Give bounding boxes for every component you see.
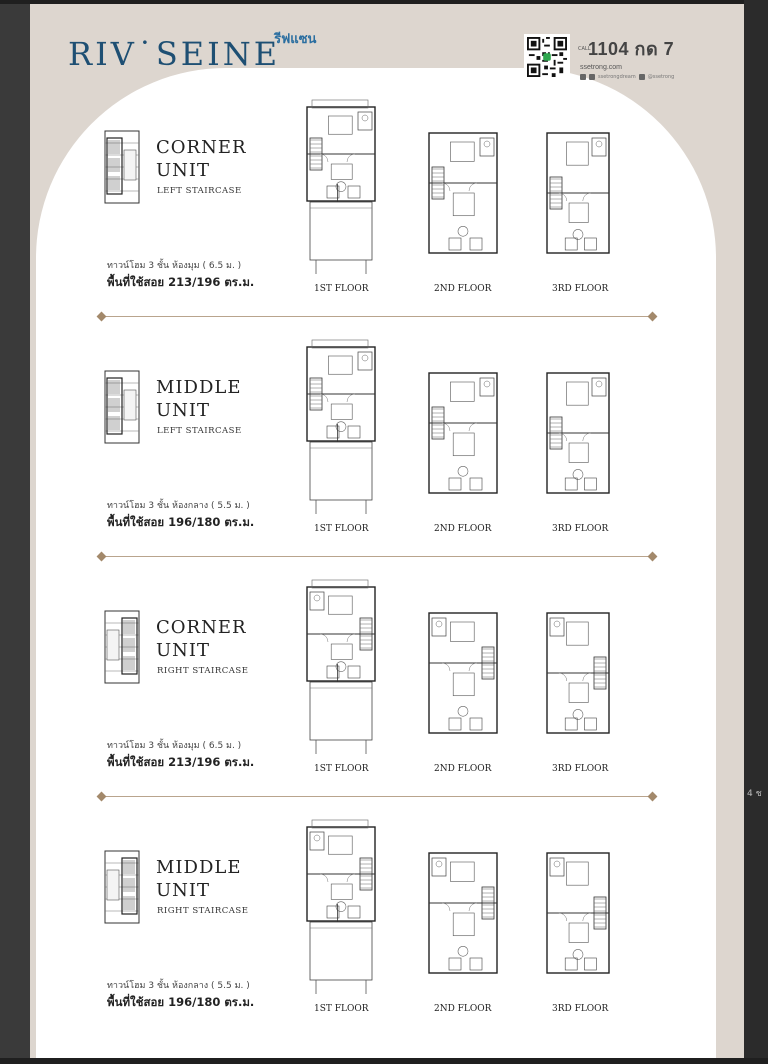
staircase-label: RIGHT STAIRCASE xyxy=(157,666,249,676)
instagram-icon[interactable] xyxy=(639,74,645,80)
key-plan-diagram xyxy=(104,370,140,444)
staircase-label: RIGHT STAIRCASE xyxy=(157,906,249,916)
qr-code-graphic xyxy=(527,37,567,77)
brand-thai-name: รีฟแซน xyxy=(274,32,317,47)
floor-label: 3RD FLOOR xyxy=(552,764,609,774)
facebook-icon[interactable] xyxy=(580,74,586,80)
unit-description: ทาวน์โฮม 3 ชั้น ห้องกลาง ( 5.5 ม. ) xyxy=(107,501,250,511)
unit-title-line1: CORNER xyxy=(156,617,247,638)
divider-line xyxy=(102,316,652,317)
unit-title-line1: CORNER xyxy=(156,137,247,158)
floor-label: 2ND FLOOR xyxy=(434,524,492,534)
brand-name: RIV˙SEINE xyxy=(68,35,281,73)
brand-logo xyxy=(68,32,317,73)
unit-section xyxy=(30,814,744,1044)
qr-code[interactable] xyxy=(524,34,570,80)
call-label: CALL xyxy=(578,45,591,52)
floor-plan-2 xyxy=(428,124,498,254)
adjacent-page-fragment: 4 ช xyxy=(747,789,762,799)
section-divider xyxy=(98,792,656,802)
social-handle-1: ssetrongdream xyxy=(598,74,636,80)
website[interactable]: ssetrong.com xyxy=(580,64,623,71)
divider-diamond-right xyxy=(648,792,658,802)
section-divider xyxy=(98,312,656,322)
usable-area: พื้นที่ใช้สอย 196/180 ตร.ม. xyxy=(107,515,255,529)
key-plan-diagram xyxy=(104,850,140,924)
unit-section xyxy=(30,334,744,564)
divider-line xyxy=(102,796,652,797)
unit-title-line2: UNIT xyxy=(156,400,211,421)
divider-line xyxy=(102,556,652,557)
key-plan-diagram xyxy=(104,610,140,684)
social-links xyxy=(580,74,674,80)
floor-label: 3RD FLOOR xyxy=(552,524,609,534)
floor-plan-2 xyxy=(428,604,498,734)
unit-section xyxy=(30,574,744,804)
divider-diamond-left xyxy=(97,552,107,562)
divider-diamond-right xyxy=(648,312,658,322)
key-plan-diagram xyxy=(104,130,140,204)
staircase-label: LEFT STAIRCASE xyxy=(157,426,242,436)
unit-section xyxy=(30,94,744,324)
usable-area: พื้นที่ใช้สอย 196/180 ตร.ม. xyxy=(107,995,255,1009)
divider-diamond-left xyxy=(97,312,107,322)
floor-label: 3RD FLOOR xyxy=(552,284,609,294)
viewer-background xyxy=(744,0,768,1064)
floor-label: 3RD FLOOR xyxy=(552,1004,609,1014)
phone-number[interactable]: 1104 กด 7 xyxy=(588,39,675,59)
social-handle-2: @ssetrong xyxy=(647,74,675,80)
unit-title-line1: MIDDLE xyxy=(156,857,242,878)
floor-label: 2ND FLOOR xyxy=(434,284,492,294)
staircase-label: LEFT STAIRCASE xyxy=(157,186,242,196)
floor-plan-1 xyxy=(306,338,376,518)
viewer-bottom-bar xyxy=(0,1058,768,1064)
floor-plan-3 xyxy=(546,604,610,734)
section-divider xyxy=(98,552,656,562)
floor-plan-3 xyxy=(546,364,610,494)
line-icon[interactable] xyxy=(589,74,595,80)
floor-label: 1ST FLOOR xyxy=(314,284,369,294)
contact-block xyxy=(578,34,674,80)
unit-title-line2: UNIT xyxy=(156,160,211,181)
floor-label: 1ST FLOOR xyxy=(314,764,369,774)
floor-plan-2 xyxy=(428,364,498,494)
unit-description: ทาวน์โฮม 3 ชั้น ห้องมุม ( 6.5 ม. ) xyxy=(107,261,242,271)
usable-area: พื้นที่ใช้สอย 213/196 ตร.ม. xyxy=(107,755,255,769)
unit-title-line2: UNIT xyxy=(156,640,211,661)
unit-title-line2: UNIT xyxy=(156,880,211,901)
unit-description: ทาวน์โฮม 3 ชั้น ห้องกลาง ( 5.5 ม. ) xyxy=(107,981,250,991)
floor-label: 1ST FLOOR xyxy=(314,524,369,534)
brochure-page xyxy=(30,4,744,1058)
floor-label: 2ND FLOOR xyxy=(434,1004,492,1014)
unit-title-line1: MIDDLE xyxy=(156,377,242,398)
floor-label: 2ND FLOOR xyxy=(434,764,492,774)
divider-diamond-right xyxy=(648,552,658,562)
divider-diamond-left xyxy=(97,792,107,802)
floor-plan-1 xyxy=(306,98,376,278)
usable-area: พื้นที่ใช้สอย 213/196 ตร.ม. xyxy=(107,275,255,289)
unit-description: ทาวน์โฮม 3 ชั้น ห้องมุม ( 6.5 ม. ) xyxy=(107,741,242,751)
floor-plan-3 xyxy=(546,844,610,974)
floor-plan-2 xyxy=(428,844,498,974)
floor-plan-1 xyxy=(306,578,376,758)
floor-label: 1ST FLOOR xyxy=(314,1004,369,1014)
floor-plan-3 xyxy=(546,124,610,254)
floor-plan-1 xyxy=(306,818,376,998)
